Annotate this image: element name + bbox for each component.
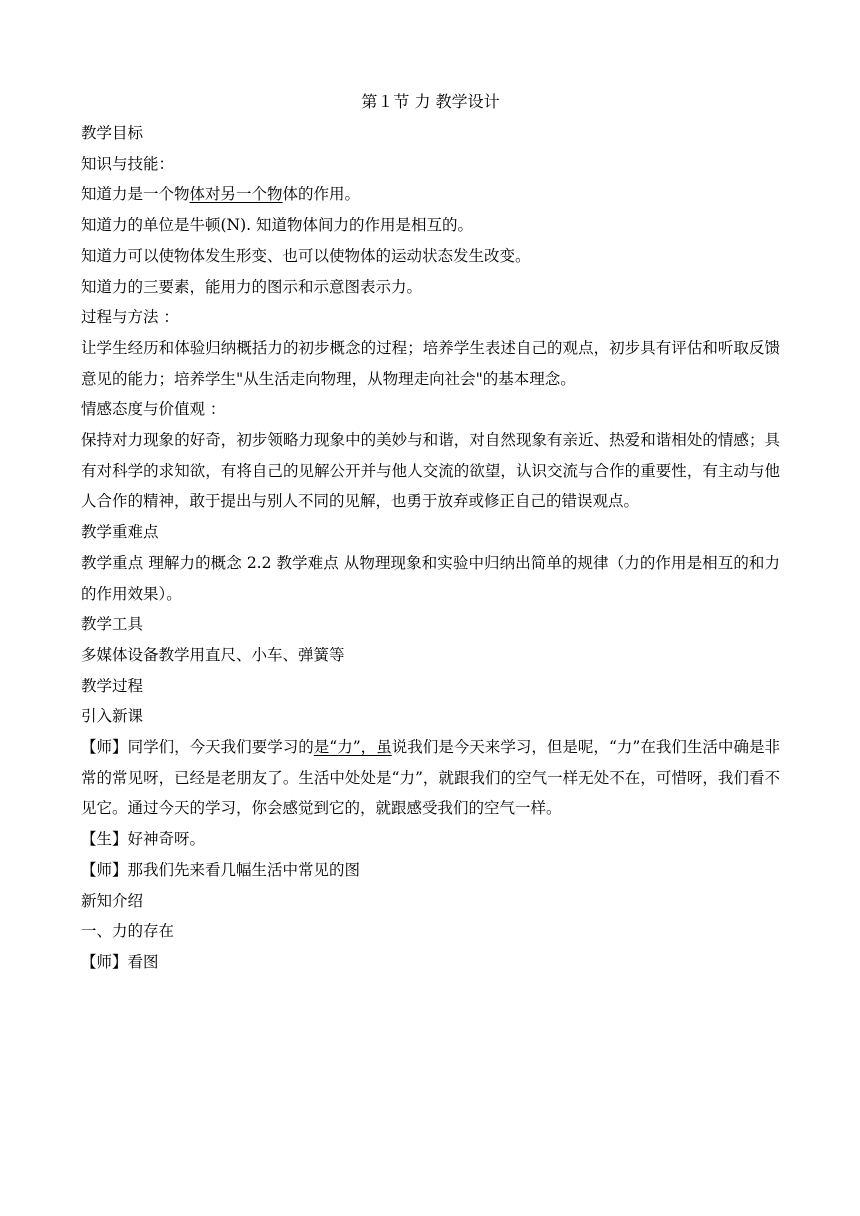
teacher-tag: 【师】 xyxy=(81,860,128,879)
process-heading: 过程与方法 ： xyxy=(81,308,179,327)
knowledge-item-1 xyxy=(81,179,780,210)
teacher-paragraph-1-underlined: 是“力”，虽 xyxy=(313,738,392,757)
student-line-1 xyxy=(81,824,780,855)
knowledge-item-1-post: 体的作用。 xyxy=(282,185,361,204)
document-page xyxy=(81,88,780,978)
procedure-heading: 教学过程 xyxy=(81,676,144,695)
student-line-1-text: 好神奇呀。 xyxy=(127,830,206,849)
emotion-heading: 情感态度与价值观 ： xyxy=(81,400,226,419)
teacher-line-3-text: 看图 xyxy=(127,952,159,971)
tools-text: 多媒体设备教学用直尺、小车、弹簧等 xyxy=(81,645,345,664)
process-paragraph: 让学生经历和体验归纳概括力的初步概念的过程；培养学生表述自己的观点，初步具有评估和听取反馈意见的能力；培养学生"从生活走向物理，从物理走向社会"的基本理念。 xyxy=(81,338,780,388)
objectives-heading: 教学目标 xyxy=(81,124,144,142)
teacher-paragraph-1 xyxy=(81,732,780,824)
teacher-line-2 xyxy=(81,855,780,886)
teacher-paragraph-1-pre: 同学们，今天我们要学习的 xyxy=(127,738,314,757)
knowledge-heading: 知识与技能： xyxy=(81,154,175,173)
teacher-line-2-text: 那我们先来看几幅生活中常见的图 xyxy=(127,860,361,879)
intro-heading: 引入新课 xyxy=(81,707,144,726)
section-1-heading: 一、力的存在 xyxy=(81,922,175,941)
key-points-heading: 教学重难点 xyxy=(81,523,159,542)
knowledge-item-1-underlined: 体对另一个物 xyxy=(189,185,283,204)
knowledge-item-4: 知道力的三要素，能用力的图示和示意图表示力。 xyxy=(81,277,423,296)
document-title: 第１节 力 教学设计 xyxy=(361,92,500,111)
new-knowledge-heading: 新知介绍 xyxy=(81,891,144,910)
teacher-line-3 xyxy=(81,947,780,978)
teacher-tag: 【师】 xyxy=(81,738,128,757)
key-points-paragraph: 教学重点 理解力的概念 2.2 教学难点 从物理现象和实验中归纳出简单的规律（力的作用是相互的和力的作用效果）。 xyxy=(81,553,780,603)
knowledge-item-3: 知道力可以使物体发生形变、也可以使物体的运动状态发生改变。 xyxy=(81,246,531,265)
teacher-tag: 【师】 xyxy=(81,952,128,971)
knowledge-item-2: 知道力的单位是牛顿(N). 知道物体间力的作用是相互的。 xyxy=(81,216,474,235)
student-tag: 【生】 xyxy=(81,830,128,849)
knowledge-item-1-pre: 知道力是一个物 xyxy=(81,185,190,204)
teacher-paragraph-1-post: 说我们是今天来学习，但是呢，“力”在我们生活中确是非常的常见呀，已经是老朋友了。生活中处处是“力”，就跟我们的空气一样无处不在，可惜呀，我们看不见它。通过今天的学习，你会感觉到它的，就跟感受我们的空气一样。 xyxy=(81,738,780,818)
emotion-paragraph: 保持对力现象的好奇，初步领略力现象中的美妙与和谐，对自然现象有亲近、热爱和谐相处的情感；具有对科学的求知欲，有将自己的见解公开并与他人交流的欲望，认识交流与合作的重要性，有主动与他人合作的精神，敢于提出与别人不同的见解，也勇于放弃或修正自己的错误观点。 xyxy=(81,431,780,511)
tools-heading: 教学工具 xyxy=(81,615,144,634)
